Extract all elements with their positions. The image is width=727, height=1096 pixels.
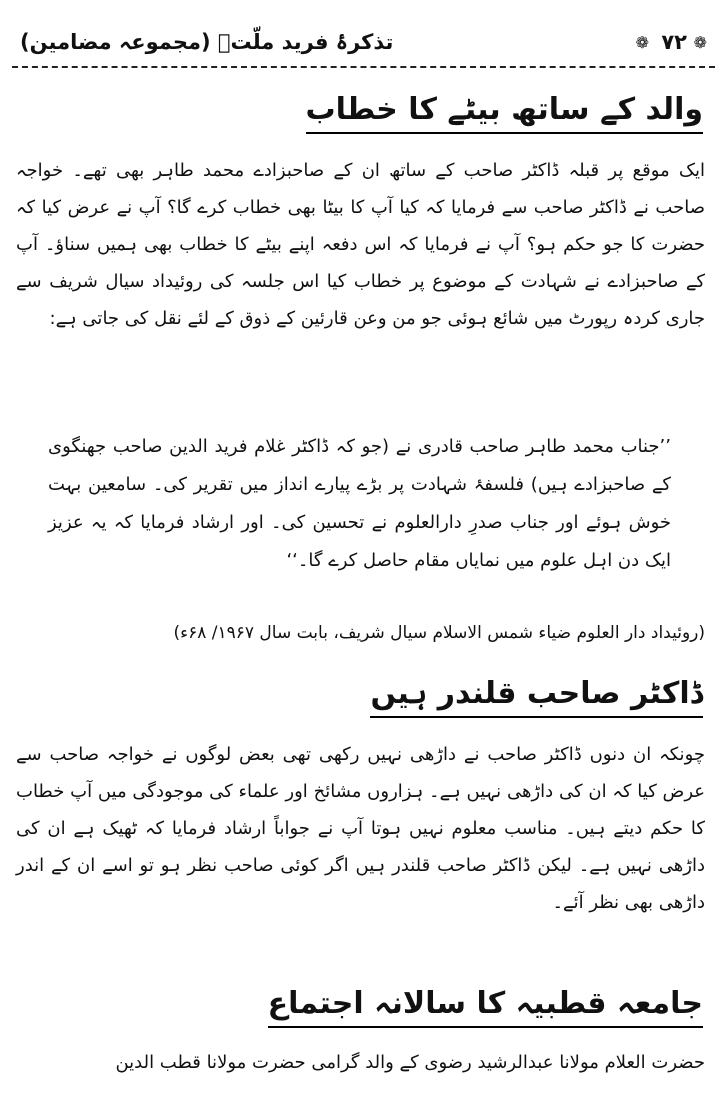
section-1-paragraph: ایک موقع پر قبلہ ڈاکٹر صاحب کے ساتھ ان کے صاحبزادے محمد طاہر بھی تھے۔ خواجہ صاحب نے ڈاکٹر صاحب سے فرمایا کہ کیا آپ کا بیٹا بھی خطاب کرے گا؟ آپ نے عرض کیا کہ حضرت کا جو حکم ہو؟ آپ نے فرمایا کہ اس دفعہ اپنے بیٹے کا خطاب بھی ہمیں سناؤ۔ آپ کے صاحبزادے نے شہادت کے موضوع پر خطاب کیا اس جلسہ کی روئیداد سیال شریف سے جاری کردہ رپورٹ میں شائع ہوئی جو من وعن قارئین کے ذوق کے لئے نقل کی جاتی ہے: (16, 160, 705, 329)
section-heading-2: ڈاکٹر صاحب قلندر ہیں (370, 676, 703, 718)
section-2-paragraph: چونکہ ان دنوں ڈاکٹر صاحب نے داڑھی نہیں رکھی تھی بعض لوگوں نے خواجہ صاحب سے عرض کیا کہ ان کی داڑھی نہیں ہے۔ ہزاروں مشائخ اور علماء کی موجودگی میں آپ خطاب کا حکم دیتے ہیں۔ مناسب معلوم نہیں ہوتا آپ نے جواباً ارشاد فرمایا کہ ٹھیک ہے ان کی داڑھی نہیں ہے۔ لیکن ڈاکٹر صاحب قلندر ہیں اگر کوئی صاحب نظر ہو تو اسے ان کے اندر داڑھی بھی نظر آئے۔ (16, 744, 705, 913)
header-divider (12, 66, 715, 68)
section-3-paragraph: حضرت العلام مولانا عبدالرشید رضوی کے والد گرامی حضرت مولانا قطب الدین (115, 1052, 705, 1073)
section-1-quote: ’’جناب محمد طاہر صاحب قادری نے (جو کہ ڈاکٹر غلام فرید الدین صاحب جھنگوی کے صاحبزادے ہیں) فلسفۂ شہادت پر بڑے پیارے انداز میں تقریر کی۔ سامعین بہت خوش ہوئے اور جناب صدرِ دارالعلوم نے تحسین کی۔ اور ارشاد فرمایا کہ یہ عزیز ایک دن اہل علوم میں نمایاں مقام حاصل کرے گا۔‘‘ (48, 436, 671, 571)
section-1-citation: (روئیداد دار العلوم ضیاء شمس الاسلام سیال شریف، بابت سال ۱۹۶۷/ ۶۸ء) (173, 623, 705, 643)
section-heading-3: جامعہ قطبیہ کا سالانہ اجتماع (268, 986, 703, 1028)
page-number: ۷۲ (661, 30, 687, 54)
section-heading-1: والد کے ساتھ بیٹے کا خطاب (306, 92, 704, 134)
running-title: تذکرۂ فرید ملّتؒ (مجموعہ مضامین) (20, 30, 394, 54)
ornament-right-icon: ❁ (693, 33, 707, 52)
page-header (12, 30, 715, 70)
ornament-left-icon: ❁ (635, 33, 649, 52)
